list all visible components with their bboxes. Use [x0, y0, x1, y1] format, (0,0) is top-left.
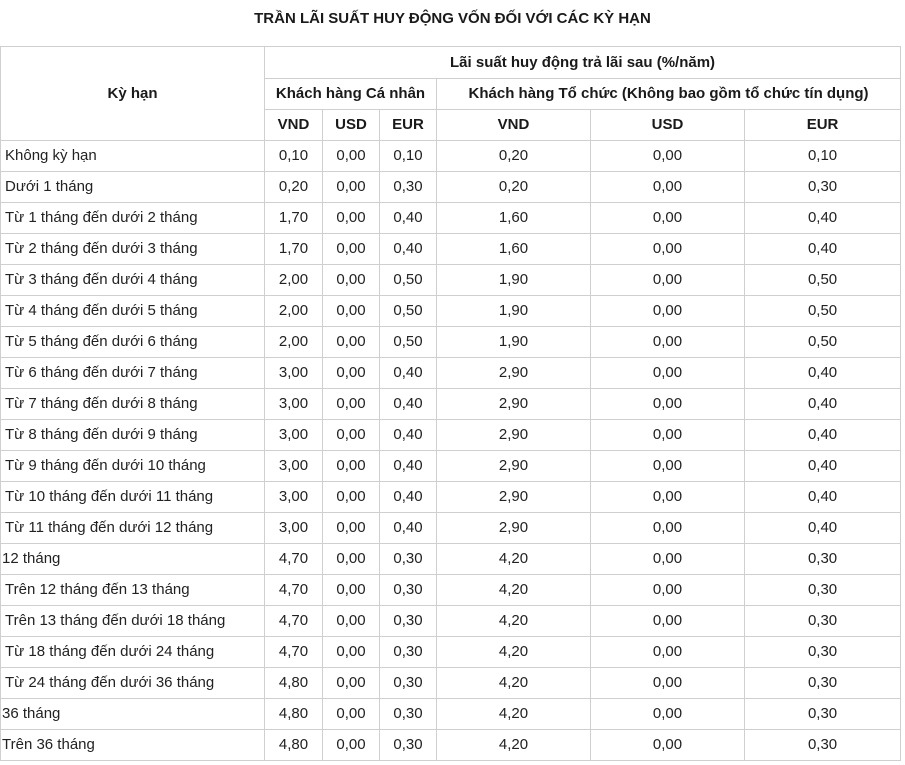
rate-cell: 4,20 — [437, 730, 591, 761]
rate-cell: 2,90 — [437, 482, 591, 513]
rate-cell: 0,40 — [380, 234, 437, 265]
table-row — [1, 730, 901, 761]
table-row — [1, 513, 901, 544]
rate-cell: 0,40 — [380, 513, 437, 544]
rate-cell: 0,00 — [591, 513, 745, 544]
term-cell: Từ 2 tháng đến dưới 3 tháng — [1, 234, 265, 265]
rate-cell: 4,20 — [437, 544, 591, 575]
rate-cell: 0,30 — [745, 544, 901, 575]
rate-cell: 0,30 — [745, 730, 901, 761]
term-cell: Từ 1 tháng đến dưới 2 tháng — [1, 203, 265, 234]
rate-cell: 0,20 — [437, 172, 591, 203]
rate-cell: 0,30 — [745, 668, 901, 699]
rate-cell: 0,40 — [380, 203, 437, 234]
rate-cell: 4,80 — [265, 730, 323, 761]
rate-cell: 0,00 — [591, 730, 745, 761]
term-cell: 12 tháng — [1, 544, 265, 575]
rate-cell: 4,20 — [437, 575, 591, 606]
rate-cell: 4,70 — [265, 606, 323, 637]
rate-cell: 2,90 — [437, 358, 591, 389]
table-row — [1, 637, 901, 668]
rate-cell: 0,00 — [591, 606, 745, 637]
rate-cell: 0,00 — [591, 358, 745, 389]
rate-cell: 0,30 — [380, 730, 437, 761]
rate-cell: 3,00 — [265, 358, 323, 389]
rate-cell: 4,20 — [437, 699, 591, 730]
rate-cell: 0,00 — [591, 234, 745, 265]
rate-cell: 0,30 — [380, 668, 437, 699]
rate-cell: 0,20 — [265, 172, 323, 203]
table-row — [1, 141, 901, 172]
rate-cell: 0,00 — [323, 637, 380, 668]
header-currency-eur: EUR — [380, 110, 437, 141]
header-currency-usd: USD — [323, 110, 380, 141]
rate-cell: 0,40 — [380, 451, 437, 482]
rate-cell: 4,20 — [437, 606, 591, 637]
rate-cell: 2,90 — [437, 389, 591, 420]
rate-cell: 2,00 — [265, 327, 323, 358]
rate-cell: 0,00 — [323, 172, 380, 203]
table-row — [1, 544, 901, 575]
table-row — [1, 389, 901, 420]
rate-cell: 0,00 — [591, 141, 745, 172]
rate-cell: 0,00 — [591, 296, 745, 327]
rate-cell: 2,00 — [265, 296, 323, 327]
header-organization: Khách hàng Tổ chức (Không bao gồm tổ chức tín dụng) — [437, 79, 901, 110]
rate-cell: 0,40 — [380, 420, 437, 451]
rate-cell: 0,30 — [745, 172, 901, 203]
rate-cell: 0,40 — [745, 451, 901, 482]
rate-cell: 0,50 — [745, 327, 901, 358]
table-header — [1, 47, 901, 141]
rate-cell: 0,50 — [380, 327, 437, 358]
table-row — [1, 265, 901, 296]
table-row — [1, 575, 901, 606]
rate-cell: 0,00 — [591, 389, 745, 420]
rate-cell: 0,40 — [380, 482, 437, 513]
rate-cell: 0,30 — [745, 637, 901, 668]
table-row — [1, 482, 901, 513]
rate-cell: 3,00 — [265, 513, 323, 544]
rate-cell: 0,40 — [745, 513, 901, 544]
table-row — [1, 327, 901, 358]
rate-cell: 0,00 — [323, 389, 380, 420]
table-row — [1, 606, 901, 637]
rate-cell: 0,00 — [591, 203, 745, 234]
term-cell: Trên 12 tháng đến 13 tháng — [1, 575, 265, 606]
table-row — [1, 420, 901, 451]
rate-cell: 1,70 — [265, 234, 323, 265]
rate-cell: 0,00 — [591, 668, 745, 699]
rate-cell: 0,00 — [323, 296, 380, 327]
rate-cell: 0,00 — [591, 544, 745, 575]
rate-cell: 0,00 — [323, 420, 380, 451]
term-cell: Từ 4 tháng đến dưới 5 tháng — [1, 296, 265, 327]
rate-cell: 1,60 — [437, 203, 591, 234]
table-row — [1, 234, 901, 265]
rate-cell: 0,00 — [323, 234, 380, 265]
rate-cell: 1,60 — [437, 234, 591, 265]
rate-cell: 0,10 — [265, 141, 323, 172]
rate-cell: 0,40 — [745, 420, 901, 451]
term-cell: 36 tháng — [1, 699, 265, 730]
rate-cell: 0,30 — [745, 606, 901, 637]
table-row — [1, 451, 901, 482]
rate-cell: 0,00 — [323, 327, 380, 358]
page-title: TRẦN LÃI SUẤT HUY ĐỘNG VỐN ĐỐI VỚI CÁC KỲ HẠN — [254, 10, 651, 27]
rate-cell: 1,90 — [437, 296, 591, 327]
rate-cell: 0,00 — [323, 730, 380, 761]
table-row — [1, 358, 901, 389]
rate-cell: 0,00 — [323, 141, 380, 172]
term-cell: Dưới 1 tháng — [1, 172, 265, 203]
rate-cell: 4,80 — [265, 668, 323, 699]
rate-cell: 0,00 — [591, 482, 745, 513]
term-cell: Từ 11 tháng đến dưới 12 tháng — [1, 513, 265, 544]
rate-cell: 0,40 — [380, 389, 437, 420]
rate-cell: 0,40 — [380, 358, 437, 389]
header-currency-vnd: VND — [265, 110, 323, 141]
rate-cell: 2,90 — [437, 513, 591, 544]
rate-cell: 4,70 — [265, 637, 323, 668]
term-cell: Từ 9 tháng đến dưới 10 tháng — [1, 451, 265, 482]
rate-cell: 0,00 — [323, 668, 380, 699]
table-row — [1, 699, 901, 730]
rate-cell: 0,50 — [745, 265, 901, 296]
rate-cell: 0,40 — [745, 234, 901, 265]
term-cell: Trên 13 tháng đến dưới 18 tháng — [1, 606, 265, 637]
header-rate-group: Lãi suất huy động trả lãi sau (%/năm) — [265, 47, 901, 79]
rate-cell: 3,00 — [265, 451, 323, 482]
term-cell: Từ 5 tháng đến dưới 6 tháng — [1, 327, 265, 358]
rate-cell: 0,30 — [745, 699, 901, 730]
table-row — [1, 668, 901, 699]
rate-cell: 0,50 — [380, 296, 437, 327]
rate-cell: 0,00 — [323, 451, 380, 482]
rate-cell: 0,30 — [380, 172, 437, 203]
rate-cell: 0,00 — [323, 575, 380, 606]
table-row — [1, 203, 901, 234]
rate-cell: 0,00 — [591, 265, 745, 296]
rate-cell: 0,00 — [323, 482, 380, 513]
rate-cell: 2,00 — [265, 265, 323, 296]
term-cell: Từ 10 tháng đến dưới 11 tháng — [1, 482, 265, 513]
rate-cell: 0,30 — [745, 575, 901, 606]
rate-cell: 3,00 — [265, 389, 323, 420]
rate-cell: 4,70 — [265, 544, 323, 575]
rate-cell: 3,00 — [265, 420, 323, 451]
rate-cell: 0,00 — [591, 172, 745, 203]
term-cell: Từ 6 tháng đến dưới 7 tháng — [1, 358, 265, 389]
rate-cell: 0,40 — [745, 482, 901, 513]
rate-cell: 0,30 — [380, 637, 437, 668]
rate-cell: 0,10 — [745, 141, 901, 172]
rate-cell: 4,70 — [265, 575, 323, 606]
term-cell: Từ 18 tháng đến dưới 24 tháng — [1, 637, 265, 668]
term-cell: Từ 3 tháng đến dưới 4 tháng — [1, 265, 265, 296]
rate-cell: 4,20 — [437, 668, 591, 699]
rate-cell: 0,00 — [323, 544, 380, 575]
rate-cell: 4,80 — [265, 699, 323, 730]
header-currency-usd: USD — [591, 110, 745, 141]
rate-cell: 0,30 — [380, 544, 437, 575]
rate-cell: 0,40 — [745, 203, 901, 234]
rate-cell: 1,90 — [437, 327, 591, 358]
rate-cell: 3,00 — [265, 482, 323, 513]
rate-cell: 1,70 — [265, 203, 323, 234]
rate-cell: 0,00 — [323, 606, 380, 637]
rate-cell: 0,40 — [745, 358, 901, 389]
rate-cell: 0,40 — [745, 389, 901, 420]
rate-cell: 0,00 — [591, 451, 745, 482]
header-currency-vnd: VND — [437, 110, 591, 141]
rate-cell: 0,00 — [591, 699, 745, 730]
table-body — [1, 141, 901, 761]
rate-cell: 0,00 — [323, 513, 380, 544]
rate-cell: 0,00 — [591, 327, 745, 358]
interest-rate-table — [0, 46, 901, 761]
header-individual: Khách hàng Cá nhân — [265, 79, 437, 110]
rate-cell: 0,00 — [591, 637, 745, 668]
rate-cell: 4,20 — [437, 637, 591, 668]
rate-cell: 0,30 — [380, 575, 437, 606]
rate-cell: 0,00 — [323, 203, 380, 234]
term-cell: Từ 7 tháng đến dưới 8 tháng — [1, 389, 265, 420]
term-cell: Trên 36 tháng — [1, 730, 265, 761]
table-row — [1, 172, 901, 203]
rate-cell: 0,50 — [380, 265, 437, 296]
term-cell: Từ 24 tháng đến dưới 36 tháng — [1, 668, 265, 699]
rate-cell: 0,50 — [745, 296, 901, 327]
term-cell: Từ 8 tháng đến dưới 9 tháng — [1, 420, 265, 451]
term-cell: Không kỳ hạn — [1, 141, 265, 172]
rate-cell: 0,30 — [380, 699, 437, 730]
rate-cell: 0,00 — [591, 575, 745, 606]
rate-cell: 0,10 — [380, 141, 437, 172]
rate-cell: 0,20 — [437, 141, 591, 172]
rate-cell: 2,90 — [437, 451, 591, 482]
rate-cell: 0,00 — [323, 265, 380, 296]
rate-cell: 2,90 — [437, 420, 591, 451]
rate-cell: 1,90 — [437, 265, 591, 296]
table-row — [1, 296, 901, 327]
rate-cell: 0,00 — [591, 420, 745, 451]
rate-cell: 0,00 — [323, 358, 380, 389]
header-currency-eur: EUR — [745, 110, 901, 141]
rate-cell: 0,00 — [323, 699, 380, 730]
rate-cell: 0,30 — [380, 606, 437, 637]
header-term: Kỳ hạn — [1, 47, 265, 141]
